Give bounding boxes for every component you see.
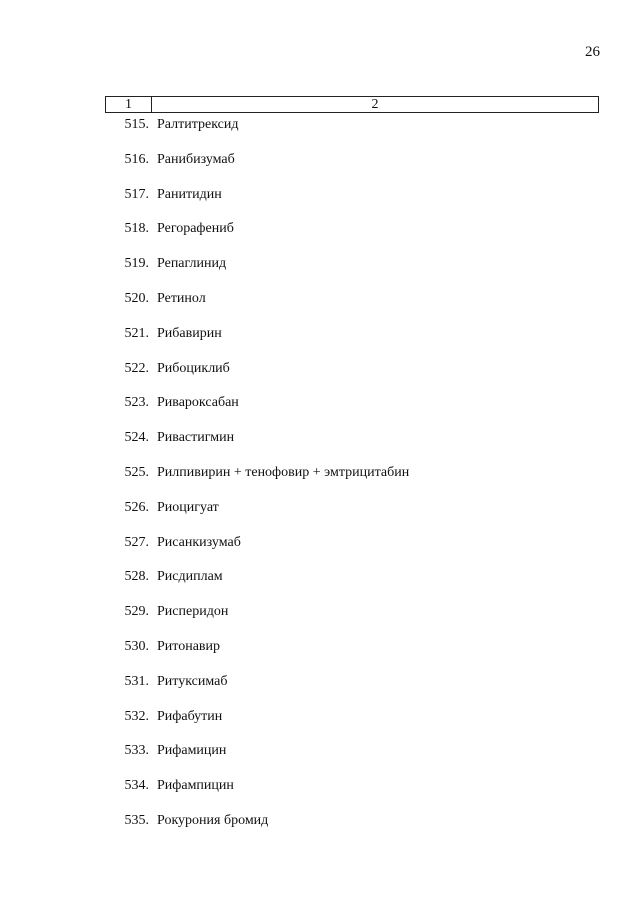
row-number: 529.	[124, 604, 149, 620]
table-row	[105, 186, 599, 221]
row-number: 517.	[124, 186, 149, 202]
table-header	[105, 96, 599, 113]
table-row	[105, 499, 599, 534]
table-row	[105, 708, 599, 743]
drug-name: Рифамицин	[157, 743, 227, 759]
row-number: 524.	[124, 430, 149, 446]
drug-name: Репаглинид	[157, 256, 227, 272]
column-header-1: 1	[106, 97, 152, 112]
table-row	[105, 220, 599, 255]
drug-name: Рибавирин	[157, 325, 222, 341]
row-number: 530.	[124, 638, 149, 654]
drug-name: Рисдиплам	[157, 569, 223, 585]
table-row	[105, 360, 599, 395]
row-number: 527.	[124, 534, 149, 550]
drug-name: Рифабутин	[157, 708, 223, 724]
table-row	[105, 742, 599, 777]
table-row	[105, 151, 599, 186]
drug-name: Риоцигуат	[157, 499, 219, 515]
drug-name: Рифампицин	[157, 778, 234, 794]
row-number: 534.	[124, 778, 149, 794]
table-row	[105, 777, 599, 812]
table-row	[105, 290, 599, 325]
row-number: 521.	[124, 325, 149, 341]
row-number: 515.	[124, 117, 149, 132]
table-row	[105, 534, 599, 569]
table-row	[105, 568, 599, 603]
table-row	[105, 812, 599, 847]
row-number: 535.	[124, 812, 149, 828]
drug-name: Ранибизумаб	[157, 151, 235, 167]
drug-name: Рисперидон	[157, 604, 229, 620]
drug-name: Рокурония бромид	[157, 812, 269, 828]
table-row	[105, 429, 599, 464]
row-number: 528.	[124, 569, 149, 585]
page-number: 26	[585, 44, 600, 60]
drug-name: Регорафениб	[157, 221, 234, 237]
column-header-2: 2	[371, 97, 379, 112]
drug-list	[105, 116, 599, 847]
drug-name: Ретинол	[157, 290, 206, 306]
drug-name: Рисанкизумаб	[157, 534, 241, 550]
row-number: 525.	[124, 464, 149, 480]
drug-name: Рибоциклиб	[157, 360, 230, 376]
table-row	[105, 603, 599, 638]
drug-name: Рилпивирин + тенофовир + эмтрицитабин	[157, 464, 410, 480]
table-row	[105, 464, 599, 499]
drug-name: Ритонавир	[157, 638, 221, 654]
table-row	[105, 394, 599, 429]
drug-name: Ранитидин	[157, 186, 222, 202]
drug-name: Ритуксимаб	[157, 673, 228, 689]
row-number: 523.	[124, 395, 149, 411]
row-number: 518.	[124, 221, 149, 237]
row-number: 522.	[124, 360, 149, 376]
table-row	[105, 673, 599, 708]
table-row	[105, 325, 599, 360]
row-number: 520.	[124, 290, 149, 306]
drug-name: Ралтитрексид	[157, 117, 239, 132]
table-row	[105, 116, 599, 151]
row-number: 526.	[124, 499, 149, 515]
row-number: 533.	[124, 743, 149, 759]
drug-name: Ривастигмин	[157, 430, 235, 446]
row-number: 516.	[124, 151, 149, 167]
row-number: 519.	[124, 256, 149, 272]
row-number: 532.	[124, 708, 149, 724]
table-row	[105, 638, 599, 673]
row-number: 531.	[124, 673, 149, 689]
drug-name: Ривароксабан	[157, 395, 239, 411]
table-row	[105, 255, 599, 290]
